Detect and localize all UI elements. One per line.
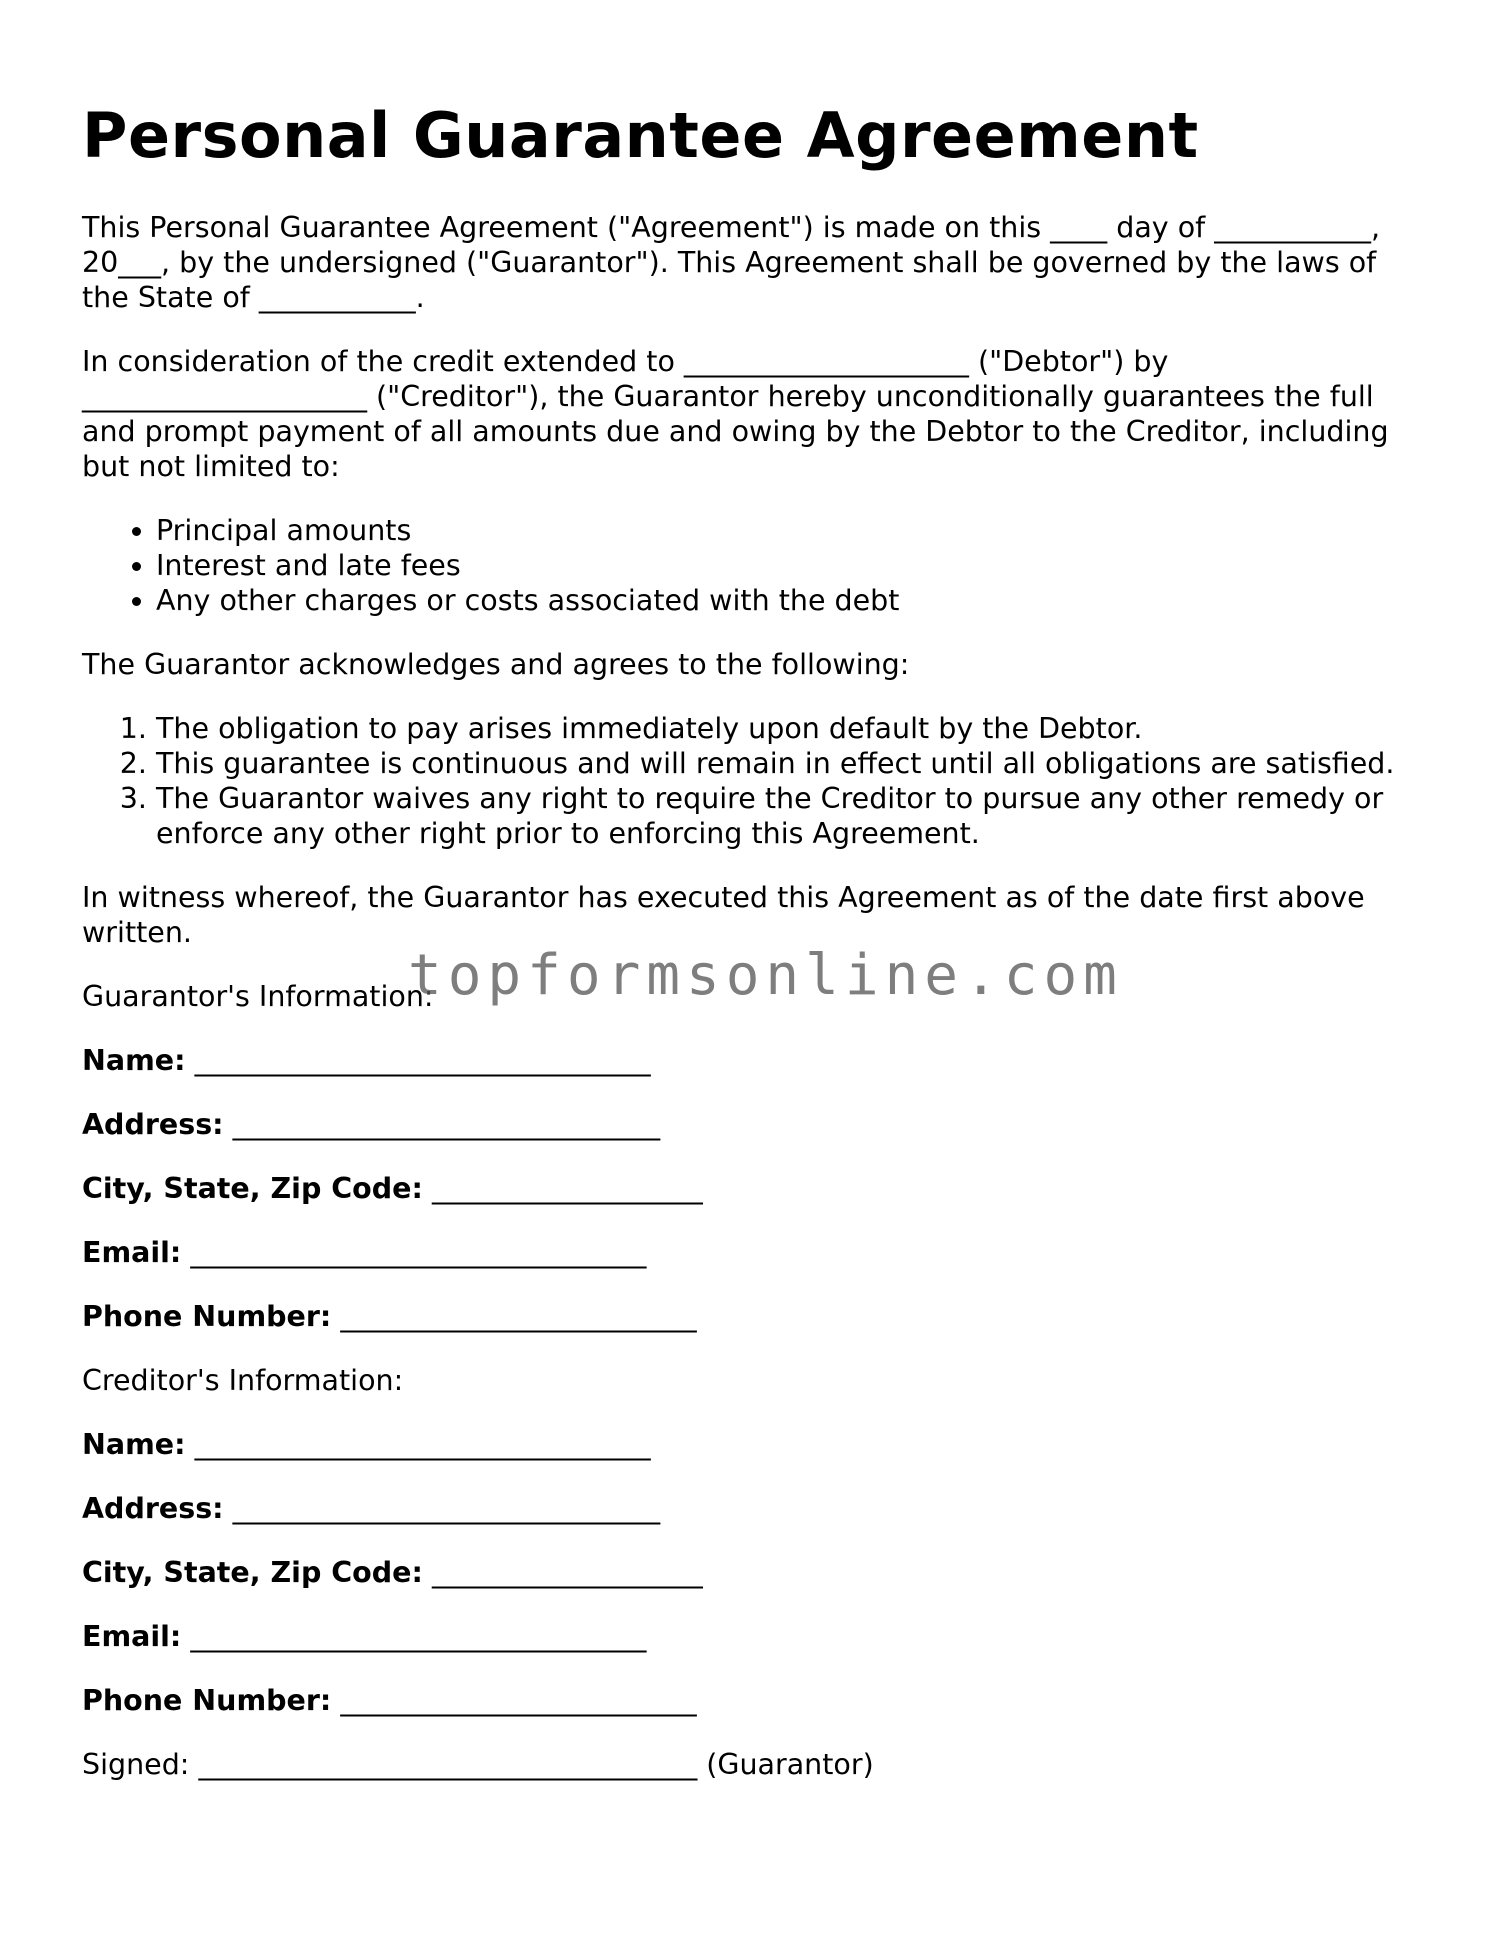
creditor-address-field[interactable] — [82, 1491, 1422, 1526]
creditor-city-field[interactable] — [82, 1555, 1422, 1590]
field-label: Address: — [82, 1492, 224, 1525]
field-label: Email: — [82, 1236, 182, 1269]
document-title: Personal Guarantee Agreement — [82, 99, 1199, 172]
signature-label: Signed: — [82, 1748, 190, 1781]
creditor-name-field[interactable] — [82, 1427, 1422, 1462]
intro-paragraph: This Personal Guarantee Agreement ("Agreement") is made on this ____ day of ___________, 20___, by the undersigned ("Guarantor"). This Agreement shall be governed by the laws of the State of ___________. — [82, 211, 1381, 314]
creditor-phone-field[interactable] — [82, 1683, 1422, 1718]
guarantor-name-field[interactable] — [82, 1043, 1422, 1078]
field-label: Phone Number: — [82, 1684, 332, 1717]
signature-blank[interactable]: ___________________________________ — [198, 1748, 698, 1781]
creditor-email-field[interactable] — [82, 1619, 1422, 1654]
field-blank[interactable]: ________________________________ — [190, 1620, 647, 1653]
signature-role: (Guarantor) — [706, 1748, 874, 1781]
list-item: 3. The Guarantor waives any right to require the Creditor to pursue any other remedy or enforce any other right prior to enforcing this Agreement. — [156, 781, 1422, 851]
field-label: Name: — [82, 1428, 186, 1461]
list-item: 1. The obligation to pay arises immediately upon default by the Debtor. — [156, 711, 1422, 746]
field-blank[interactable]: ________________________________ — [194, 1428, 651, 1461]
list-item: • Any other charges or costs associated with the debt — [156, 583, 1422, 618]
amounts-list — [82, 513, 1422, 618]
consideration-paragraph: In consideration of the credit extended to ____________________ ("Debtor") by ____________________ ("Creditor"), the Guarantor hereby unconditionally guarantees the full and prompt payment of all amounts due and owing by the Debtor to the Creditor, including but not limited to: — [82, 345, 1389, 483]
field-blank[interactable]: ________________________________ — [190, 1236, 647, 1269]
field-label: Address: — [82, 1108, 224, 1141]
guarantor-phone-field[interactable] — [82, 1299, 1422, 1334]
terms-list — [82, 711, 1422, 851]
acknowledges-paragraph: The Guarantor acknowledges and agrees to the following: — [82, 648, 910, 681]
guarantor-address-field[interactable] — [82, 1107, 1422, 1142]
guarantor-city-field[interactable] — [82, 1171, 1422, 1206]
field-blank[interactable]: ________________________________ — [194, 1044, 651, 1077]
field-label: Phone Number: — [82, 1300, 332, 1333]
field-label: City, State, Zip Code: — [82, 1172, 423, 1205]
field-label: City, State, Zip Code: — [82, 1556, 423, 1589]
list-item: • Principal amounts — [156, 513, 1422, 548]
field-blank[interactable]: ______________________________ — [232, 1492, 661, 1525]
field-label: Name: — [82, 1044, 186, 1077]
creditor-info-heading: Creditor's Information: — [82, 1364, 404, 1397]
field-label: Email: — [82, 1620, 182, 1653]
guarantor-email-field[interactable] — [82, 1235, 1422, 1270]
field-blank[interactable]: ___________________ — [431, 1556, 703, 1589]
list-item: • Interest and late fees — [156, 548, 1422, 583]
field-blank[interactable]: _________________________ — [340, 1684, 697, 1717]
field-blank[interactable]: ______________________________ — [232, 1108, 661, 1141]
signature-line[interactable] — [82, 1747, 1422, 1782]
field-blank[interactable]: _________________________ — [340, 1300, 697, 1333]
field-blank[interactable]: ___________________ — [431, 1172, 703, 1205]
witness-paragraph: In witness whereof, the Guarantor has executed this Agreement as of the date first above written. — [82, 881, 1365, 949]
list-item: 2. This guarantee is continuous and will remain in effect until all obligations are satisfied. — [156, 746, 1422, 781]
watermark: topformsonline.com — [408, 943, 1123, 1008]
guarantor-info-heading: Guarantor's Information: — [82, 980, 434, 1013]
